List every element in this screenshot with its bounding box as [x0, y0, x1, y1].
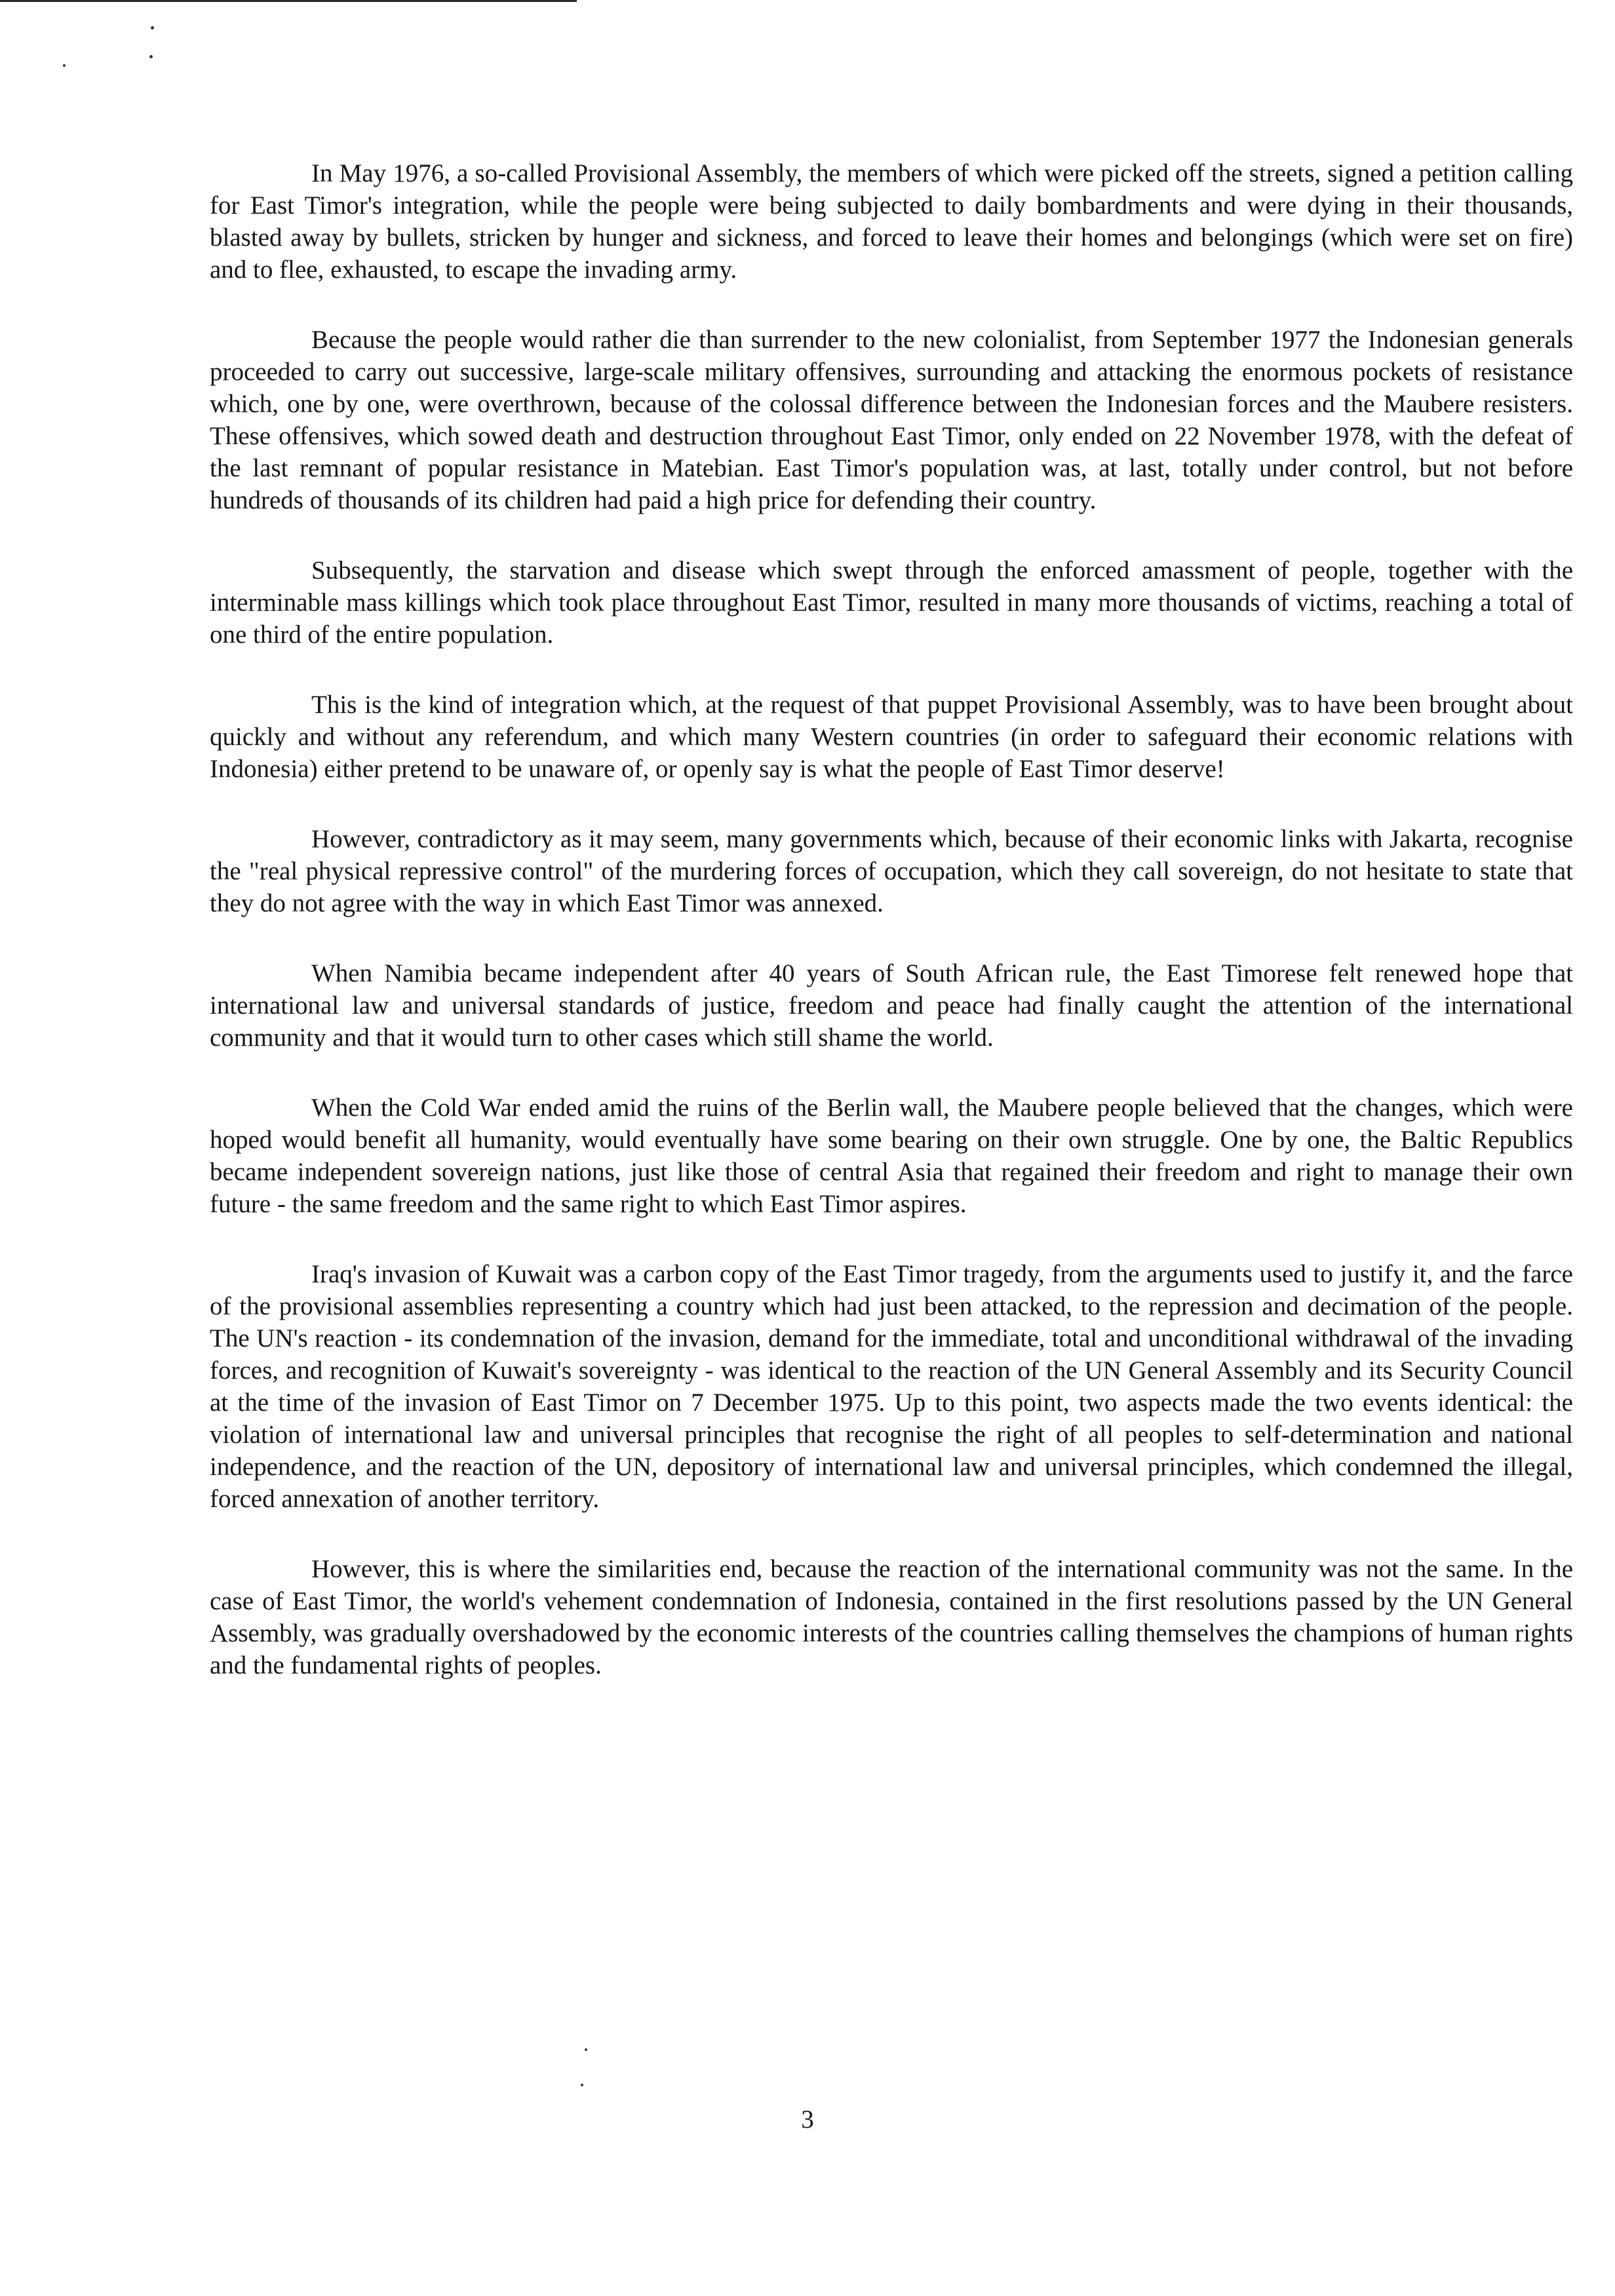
scan-edge-top	[0, 0, 577, 2]
paragraph: When Namibia became independent after 40 years of South African rule, the East Timorese felt renewed hope that international law and universal standards of justice, freedom and peace had finally caught the attention of the international community and that it would turn to other cases which still shame the world.	[210, 959, 1573, 1052]
paragraph: In May 1976, a so-called Provisional Assembly, the members of which were picked off the streets, signed a petition calling for East Timor's integration, while the people were being subjected to daily bombardments and were dying in their thousands, blasted away by bullets, stricken by hunger and sickness, and forced to leave their homes and belongings (which were set on fire) and to flee, exhausted, to escape the invading army.	[210, 159, 1573, 284]
page-number: 3	[801, 2105, 814, 2133]
scan-speck	[585, 2048, 587, 2051]
paragraph: When the Cold War ended amid the ruins of the Berlin wall, the Maubere people believed that the changes, which were hoped would benefit all humanity, would eventually have some bearing on their own struggle. One by one, the Baltic Republics became independent sovereign nations, just like those of central Asia that regained their freedom and right to manage their own future - the same freedom and the same right to which East Timor aspires.	[210, 1094, 1573, 1218]
scan-speck	[63, 64, 66, 67]
document-body	[210, 157, 1573, 1719]
paragraph: This is the kind of integration which, at the request of that puppet Provisional Assembly, was to have been brought about quickly and without any referendum, and which many Western countries (in order to safeguard their economic relations with Indonesia) either pretend to be unaware of, or openly say is what the people of East Timor deserve!	[210, 691, 1573, 783]
scan-speck	[581, 2084, 583, 2086]
paragraph: Subsequently, the starvation and disease which swept through the enforced amassment of people, together with the interminable mass killings which took place throughout East Timor, resulted in many more thousands of victims, reaching a total of one third of the entire population.	[210, 556, 1573, 649]
paragraph: Because the people would rather die than surrender to the new colonialist, from September 1977 the Indonesian generals proceeded to carry out successive, large-scale military offensives, surrounding and attacking the enormous pockets of resistance which, one by one, were overthrown, because of the colossal difference between the Indonesian forces and the Maubere resisters. These offensives, which sowed death and destruction throughout East Timor, only ended on 22 November 1978, with the defeat of the last remnant of popular resistance in Matebian. East Timor's population was, at last, totally under control, but not before hundreds of thousands of its children had paid a high price for defending their country.	[210, 326, 1573, 514]
scan-speck	[149, 55, 153, 58]
paragraph: However, this is where the similarities end, because the reaction of the international community was not the same. In the case of East Timor, the world's vehement condemnation of Indonesia, contained in the first resolutions passed by the UN General Assembly, was gradually overshadowed by the economic interests of the countries calling themselves the champions of human rights and the fundamental rights of peoples.	[210, 1555, 1573, 1679]
paragraph: However, contradictory as it may seem, many governments which, because of their economic links with Jakarta, recognise the "real physical repressive control" of the murdering forces of occupation, which they call sovereign, do not hesitate to state that they do not agree with the way in which East Timor was annexed.	[210, 825, 1573, 917]
scan-speck	[151, 26, 154, 29]
paragraph: Iraq's invasion of Kuwait was a carbon copy of the East Timor tragedy, from the arguments used to justify it, and the farce of the provisional assemblies representing a country which had just been attacked, to the repression and decimation of the people. The UN's reaction - its condemnation of the invasion, demand for the immediate, total and unconditional withdrawal of the invading forces, and recognition of Kuwait's sovereignty - was identical to the reaction of the UN General Assembly and its Security Council at the time of the invasion of East Timor on 7 December 1975. Up to this point, two aspects made the two events identical: the violation of international law and universal principles that recognise the right of all peoples to self-determination and national independence, and the reaction of the UN, depository of international law and universal principles, which condemned the illegal, forced annexation of another territory.	[210, 1260, 1573, 1513]
